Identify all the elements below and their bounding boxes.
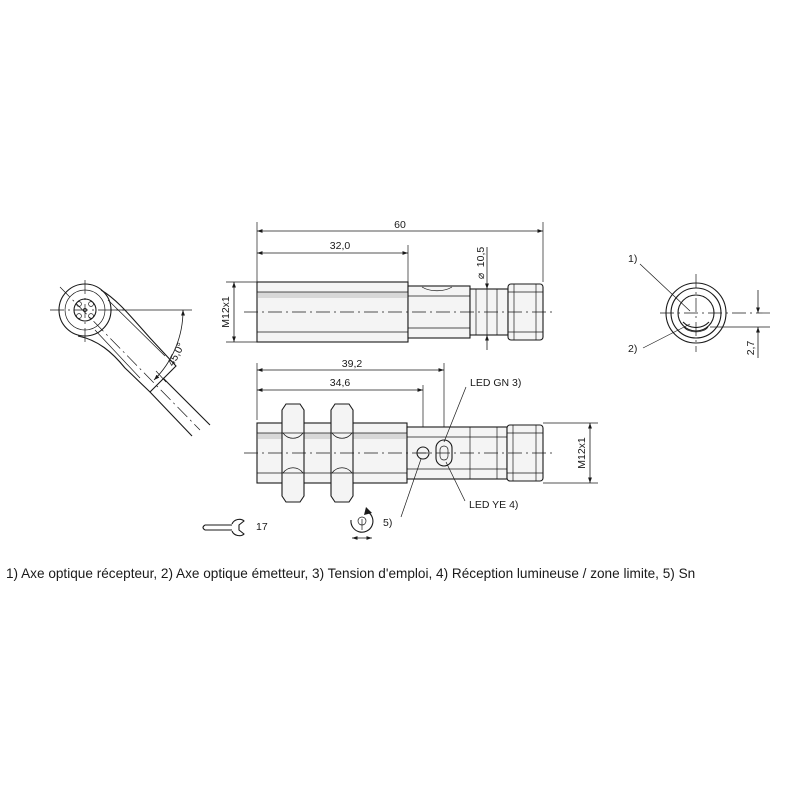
potentiometer-label: 5) xyxy=(383,517,393,529)
diameter-symbol: ⌀ xyxy=(475,272,487,280)
diameter-label: 10,5 xyxy=(475,246,487,268)
length-b-label: 34,6 xyxy=(329,377,351,389)
offset-label: 2,7 xyxy=(745,340,757,356)
angle-label: 45,0° xyxy=(165,340,188,369)
adjust-rotate-icon xyxy=(351,507,373,538)
led-gn-label: LED GN 3) xyxy=(470,377,522,389)
legend-caption: 1) Axe optique récepteur, 2) Axe optique émetteur, 3) Tension d'emploi, 4) Réception lumineuse / zone limite, 5) Sn xyxy=(6,566,696,581)
front-view xyxy=(628,253,770,358)
thread-label-bottom: M12x1 xyxy=(576,437,588,469)
side-view-top xyxy=(220,219,556,350)
angled-connector-view xyxy=(50,280,210,436)
cable xyxy=(163,378,210,425)
wrench-size-label: 17 xyxy=(256,521,268,533)
wrench-icon xyxy=(203,519,244,535)
front-callout-2: 2) xyxy=(628,343,638,355)
body-length-label: 32,0 xyxy=(329,240,351,252)
front-callout-1: 1) xyxy=(628,253,638,265)
length-a-label: 39,2 xyxy=(341,358,363,370)
thread-label-top: M12x1 xyxy=(220,296,232,328)
led-ye-label: LED YE 4) xyxy=(469,499,519,511)
overall-length-label: 60 xyxy=(394,219,406,231)
side-view-bottom xyxy=(203,358,598,538)
